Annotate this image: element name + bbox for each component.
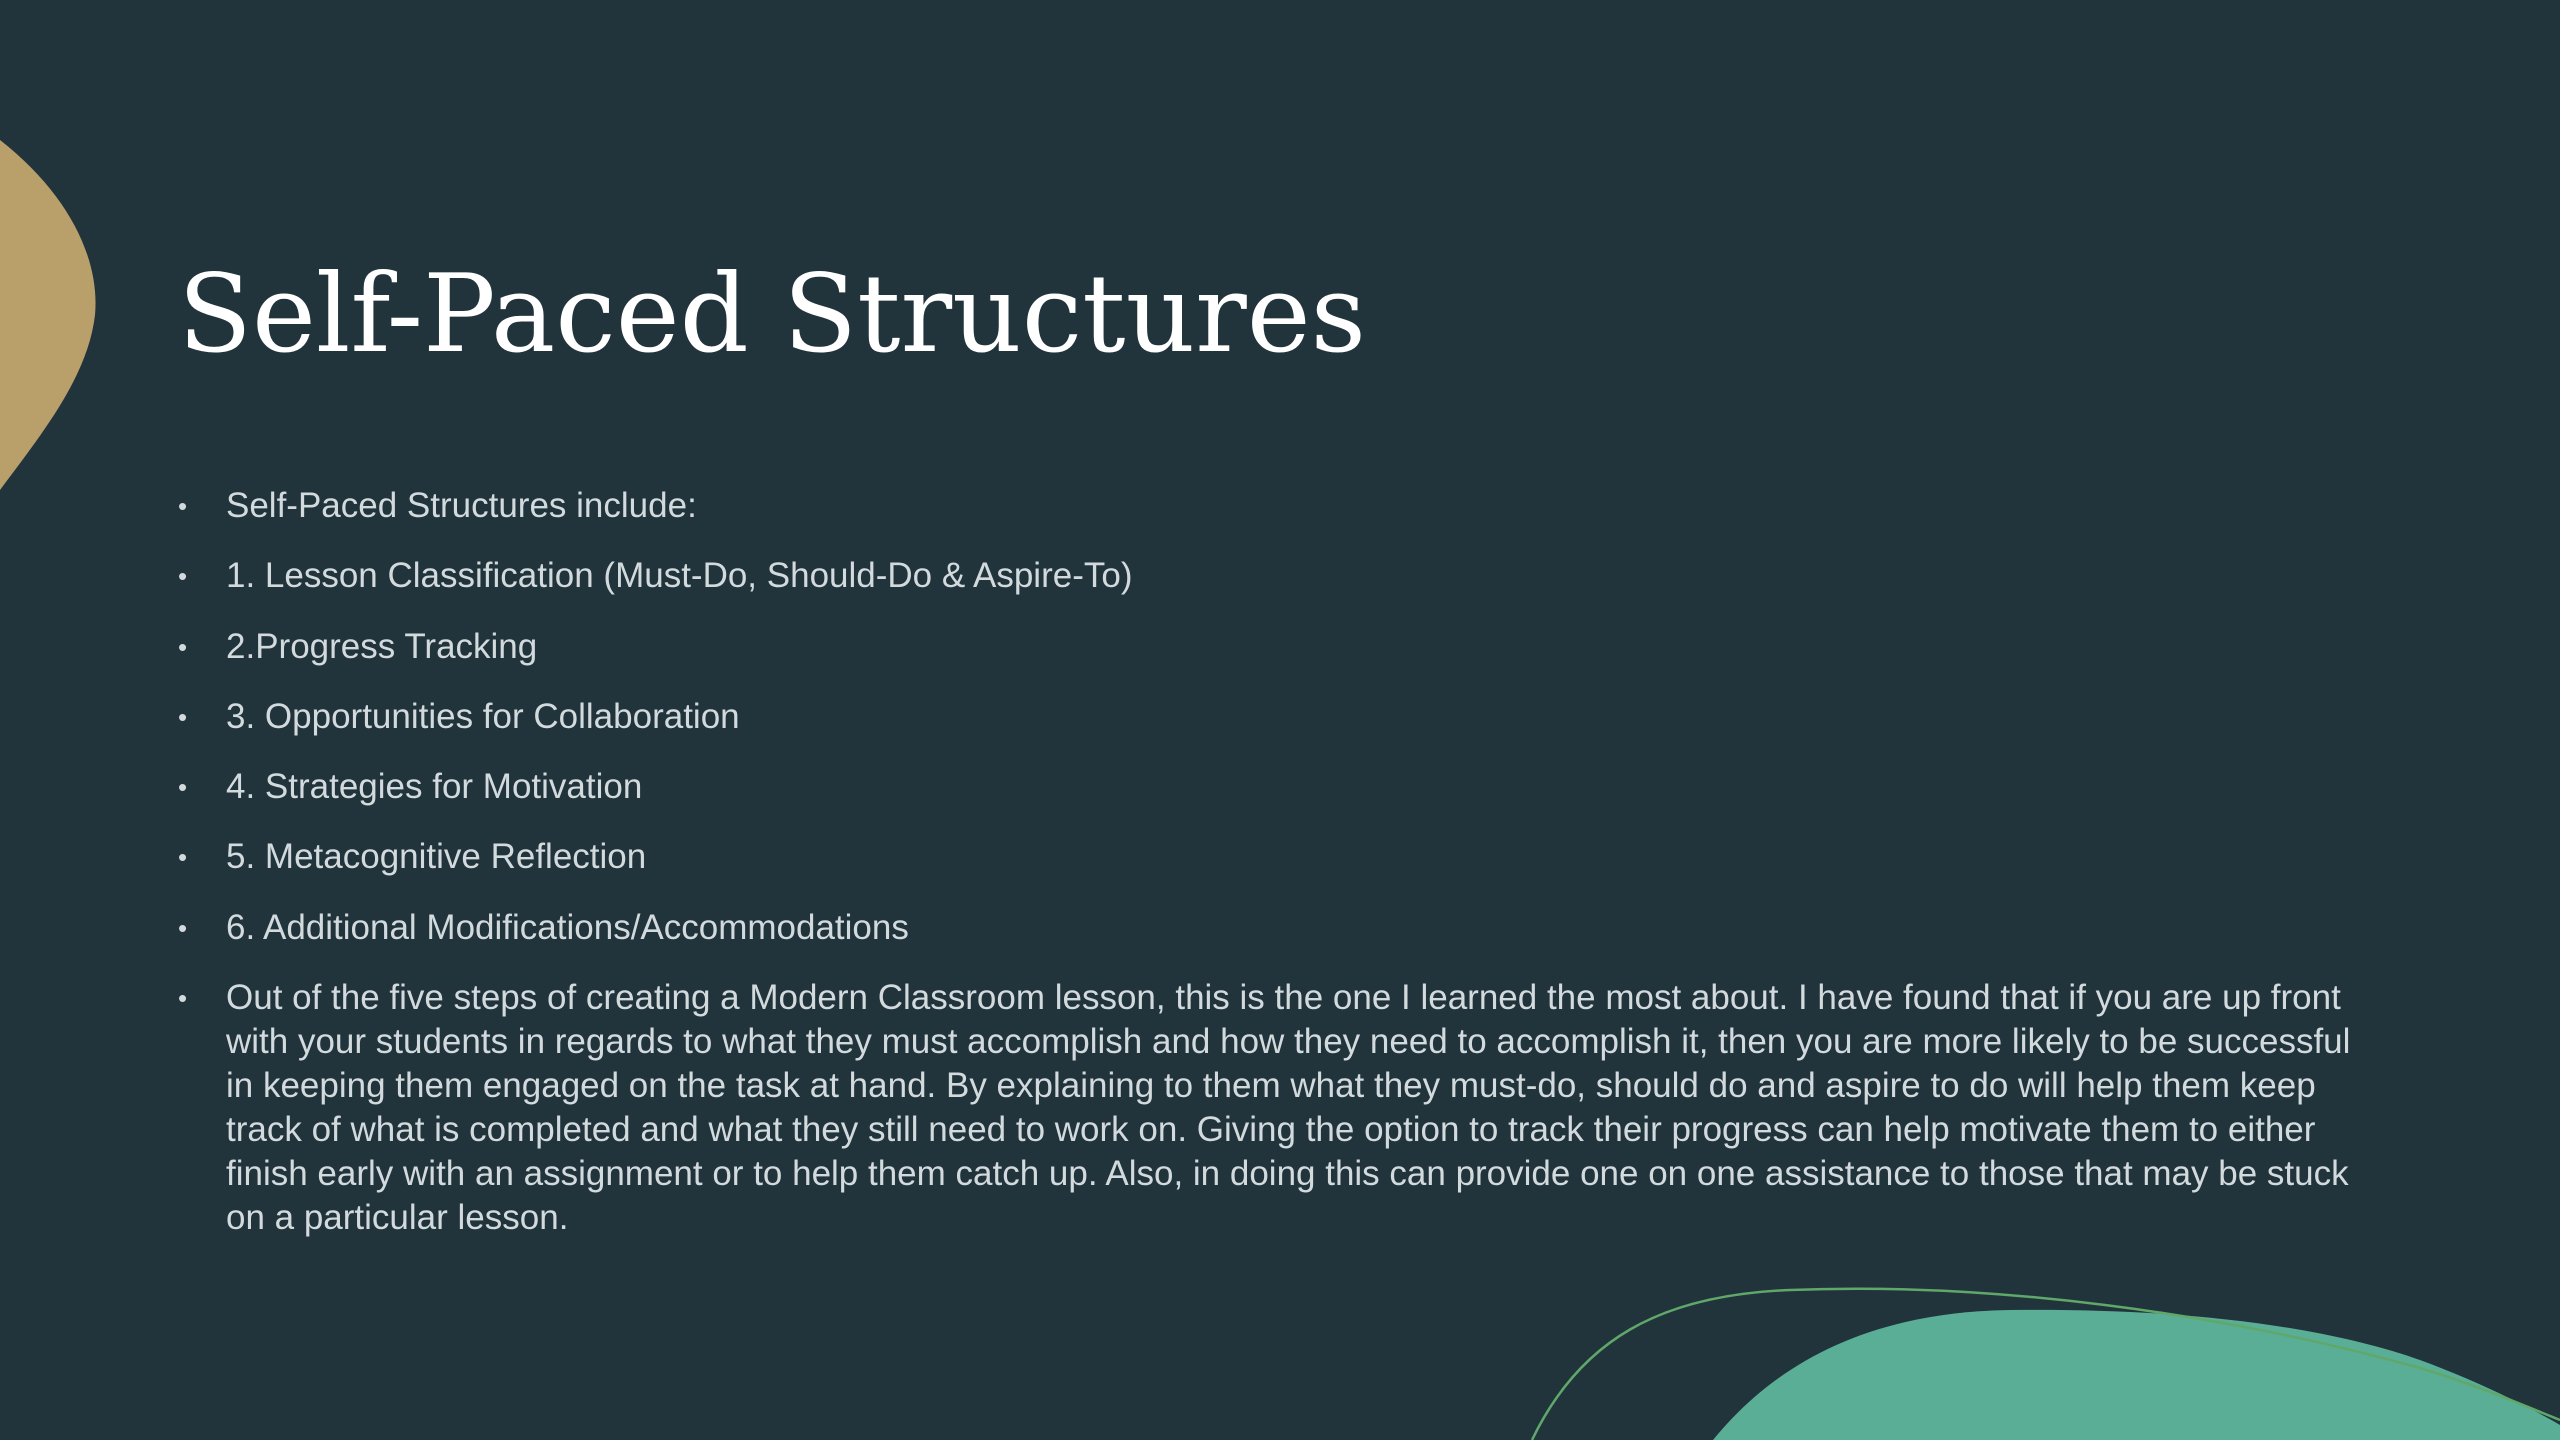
bullet-text: Out of the five steps of creating a Modern Classroom lesson, this is the one I learned the most about. I have found that if you are up front with your students in regards to what they must accomplish and how they need to accomplish it, then you are more likely to be successful in keeping them engaged on the task at hand. By explaining to them what they must-do, should do and aspire to do will help them keep track of what is completed and what they still need to work on. Giving the option to track their progress can help motivate them to either finish early with an assignment or to help them catch up. Also, in doing this can provide one on one assistance to those that may be stuck on a particular lesson. — [226, 978, 2351, 1238]
bullet-text: 1. Lesson Classification (Must-Do, Should-Do & Aspire-To) — [226, 556, 1133, 596]
bullet-dot-icon: • — [178, 631, 188, 662]
green-curve-line — [1532, 1289, 2560, 1440]
bullet-item — [178, 906, 2378, 950]
bullet-item — [178, 484, 2378, 528]
bullet-text: 2.Progress Tracking — [226, 626, 538, 666]
bullet-dot-icon: • — [178, 701, 188, 732]
bullet-text: 3. Opportunities for Collaboration — [226, 696, 740, 736]
bullet-text: 5. Metacognitive Reflection — [226, 837, 647, 877]
bullet-item — [178, 765, 2378, 809]
bullet-text: Self-Paced Structures include: — [226, 486, 697, 525]
bullet-dot-icon: • — [178, 561, 188, 592]
bullet-item — [178, 554, 2378, 598]
bullet-item — [178, 835, 2378, 879]
bullet-dot-icon: • — [178, 842, 188, 873]
bullet-item — [178, 695, 2378, 739]
bullet-dot-icon: • — [178, 772, 188, 803]
slide-title: Self-Paced Structures — [178, 252, 1367, 377]
bullet-dot-icon: • — [178, 912, 188, 943]
bullet-dot-icon: • — [178, 491, 188, 521]
gold-blob-shape — [0, 140, 96, 490]
bullet-paragraph — [178, 976, 2378, 1240]
teal-wave-shape — [1713, 1310, 2560, 1440]
bullet-list — [178, 484, 2378, 1240]
bullet-text: 6. Additional Modifications/Accommodations — [226, 907, 909, 947]
bullet-text: 4. Strategies for Motivation — [226, 767, 643, 807]
bullet-item — [178, 625, 2378, 669]
bullet-dot-icon: • — [178, 983, 188, 1014]
